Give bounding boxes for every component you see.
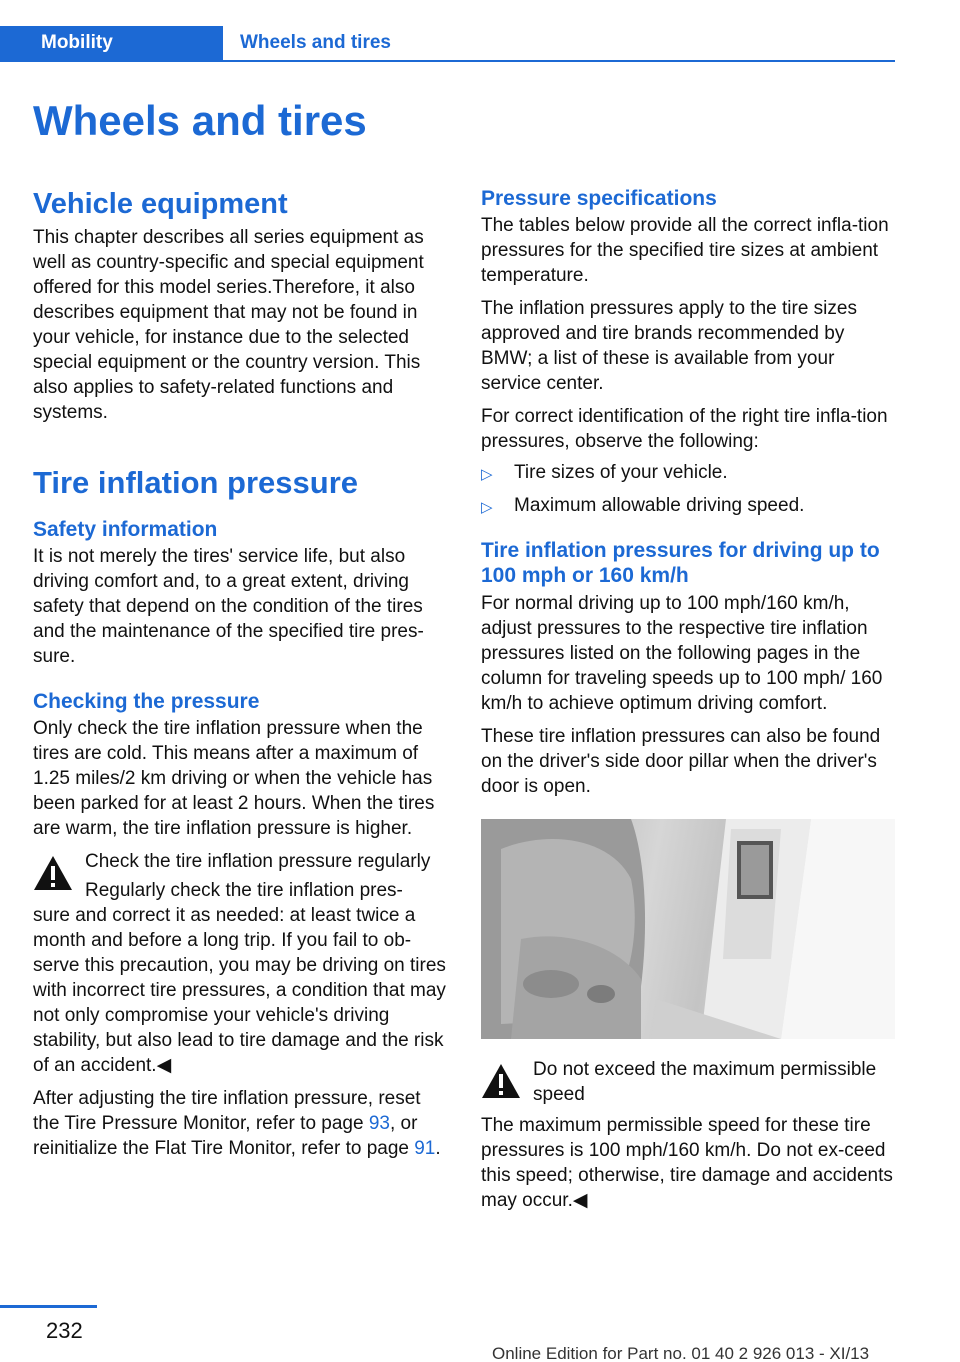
right-column <box>481 186 895 1221</box>
warning-check-pressure <box>33 849 447 903</box>
chapter-tab-wheels[interactable]: Wheels and tires <box>240 32 391 53</box>
warning-max-speed <box>481 1057 895 1107</box>
section-tab-mobility[interactable]: Mobility <box>0 26 223 62</box>
bullet-text: Tire sizes of your vehicle. <box>514 462 728 484</box>
heading-checking-pressure: Checking the pressure <box>33 690 260 714</box>
heading-up-to-100: Tire inflation pressures for driving up to 100 mph or 160 km/h <box>481 539 880 588</box>
triangle-bullet-icon: ▷ <box>481 499 493 517</box>
list-item <box>481 489 895 522</box>
footer-divider <box>0 1305 97 1308</box>
bullet-text: Maximum allowable driving speed. <box>514 495 805 517</box>
heading-pressure-specifications: Pressure specifications <box>481 187 717 210</box>
paragraph-checking: Only check the tire inflation pressure when the tires are cold. This means after a maximum of 1.25 miles/2 km driving or when the vehicle has been parked for at least 2 hours. When the tires are warm, the tire inflation pressure is higher. <box>33 718 435 840</box>
heading-safety-information: Safety information <box>33 517 218 541</box>
page-link-93[interactable]: 93 <box>368 1113 390 1135</box>
page-link-91[interactable]: 91 <box>414 1138 436 1160</box>
paragraph-up-to-100-2: These tire inflation pressures can also be found on the driver's side door pillar when the driver's door is open. <box>481 725 881 797</box>
bullet-list <box>481 456 895 522</box>
reset-text-1: After adjusting the tire inflation pressure, reset the Tire Pressure Monitor, refer to page <box>33 1088 421 1135</box>
heading-tire-inflation-pressure: Tire inflation pressure <box>33 465 359 501</box>
header-tabs <box>0 26 391 62</box>
page-title: Wheels and tires <box>33 97 367 144</box>
page-number: 232 <box>46 1318 83 1343</box>
edition-info: Online Edition for Part no. 01 40 2 926 013 - XI/13 <box>492 1344 870 1362</box>
warning-body: sure and correct it as needed: at least twice a month and before a long trip. If you fail to ob‐serve this precaution, you may be driving on tires with incorrect tire pressures, a condition that may not only compromise your vehicle's driving stability, but also lead to tire damage and the risk of an accident.◀ <box>33 905 446 1077</box>
warning-triangle-icon <box>33 855 73 891</box>
seat-and-pillar-image <box>481 819 895 1039</box>
door-pillar-photo <box>481 819 895 1039</box>
header-divider <box>0 60 895 62</box>
paragraph-reset <box>33 1086 447 1161</box>
paragraph-pressure-spec-1: The tables below provide all the correct infla‐tion pressures for the specified tire sizes at ambient temperature. <box>481 215 889 287</box>
triangle-bullet-icon: ▷ <box>481 466 493 484</box>
paragraph-vehicle-equipment: This chapter describes all series equipment as well as country-specific and special equipment offered for this model series.Therefore, it also describes equipment that may not be found in your vehicle, for instance due to the selected special equipment or the country version. This also applies to safety-related functions and systems. <box>33 227 424 424</box>
paragraph-up-to-100-1: For normal driving up to 100 mph/160 km/h, adjust pressures to the respective tire inflation pressures listed on the following pages in the column for traveling speeds up to 100 mph/ 160 km/h to achieve optimum driving comfort. <box>481 592 883 714</box>
paragraph-pressure-spec-2: The inflation pressures apply to the tire sizes approved and tire brands recommended by BMW; a list of these is available from your service center. <box>481 298 857 395</box>
paragraph-pressure-spec-3: For correct identification of the right tire infla‐tion pressures, observe the following: <box>481 406 888 453</box>
heading-vehicle-equipment: Vehicle equipment <box>33 188 288 220</box>
warning-first-line: Regularly check the tire inflation pres‐ <box>85 880 403 902</box>
warning-triangle-icon <box>481 1063 521 1099</box>
list-item <box>481 456 895 489</box>
warning-body: The maximum permissible speed for these tire pressures is 100 mph/160 km/h. Do not ex‐ceed this speed; otherwise, tire damage and accidents may occur.◀ <box>481 1114 893 1211</box>
reset-text-2: , or reinitialize the Flat Tire Monitor, refer to page <box>33 1113 418 1160</box>
reset-text-3: . <box>435 1138 441 1160</box>
warning-title: Check the tire inflation pressure regularly <box>85 851 431 873</box>
warning-title: Do not exceed the maximum permissible speed <box>533 1058 877 1105</box>
paragraph-safety: It is not merely the tires' service life, but also driving comfort and, to a great extent, driving safety that depend on the condition of the tires and the maintenance of the specified tire pres‐sure. <box>33 546 424 668</box>
left-column <box>33 186 447 1169</box>
